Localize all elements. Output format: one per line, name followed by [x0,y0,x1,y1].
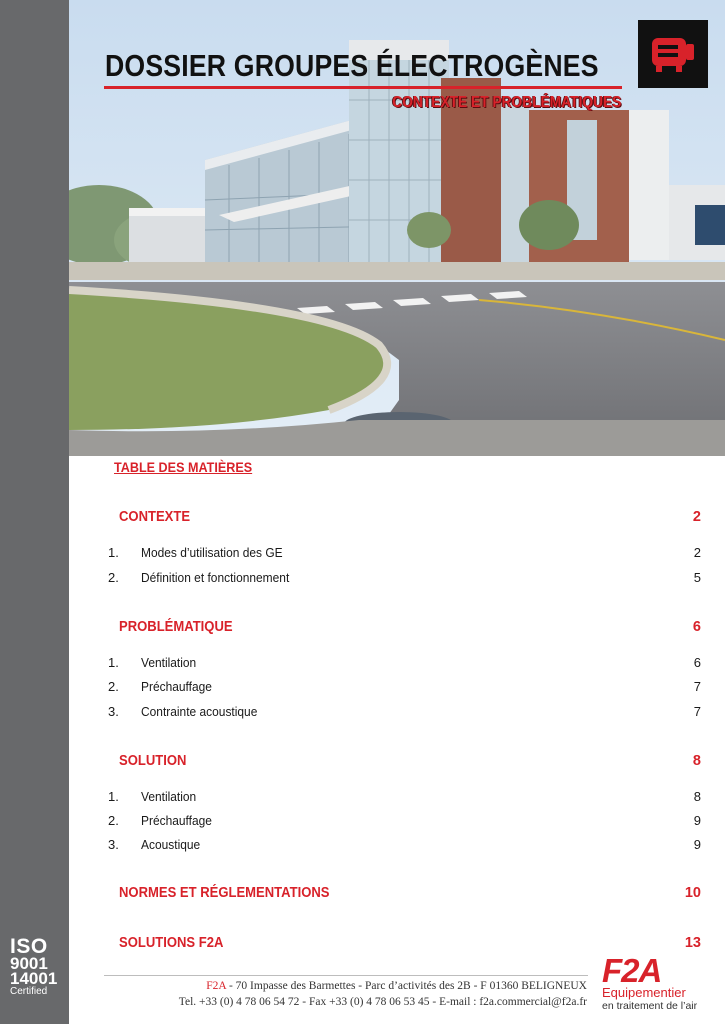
toc-item-title: Modes d’utilisation des GE [141,545,283,560]
toc-item-page: 7 [693,704,701,719]
toc-item-page: 7 [693,679,701,694]
iso-certification-badge [10,937,60,998]
toc-section-solution[interactable] [119,753,701,773]
toc-item-page: 8 [693,789,701,804]
toc-section-problematique[interactable] [119,619,701,639]
toc-item-number: 2. [108,679,119,694]
toc-item-title: Ventilation [141,655,197,670]
toc-section-page: 10 [684,885,701,901]
brand-mark: F2A [602,952,662,989]
toc-item[interactable] [108,655,701,673]
toc-heading: TABLE DES MATIÈRES [114,459,253,475]
document-title: DOSSIER GROUPES ÉLECTROGÈNES [105,48,599,83]
toc-item-page: 9 [693,813,701,828]
generator-icon [638,20,708,88]
toc-item-title: Définition et fonctionnement [141,570,290,585]
toc-item-title: Acoustique [141,837,201,852]
toc-item-title: Contrainte acoustique [141,704,258,719]
title-underline [104,86,622,89]
toc-section-title: NORMES ET RÉGLEMENTATIONS [119,885,330,901]
toc-item-number: 3. [108,704,119,719]
toc-section-title: SOLUTION [119,753,187,769]
toc-item[interactable] [108,704,701,722]
toc-item[interactable] [108,570,701,588]
toc-section-title: PROBLÉMATIQUE [119,619,233,635]
toc-section-title: SOLUTIONS F2A [119,935,224,951]
brand-subtagline: en traitement de l’air [602,1000,698,1012]
footer-company: F2A [206,980,227,992]
footer-address-text: - 70 Impasse des Barmettes - Parc d’activités des 2B - F 01360 BELIGNEUX [226,980,587,992]
toc-item-number: 2. [108,570,119,585]
toc-section-title: CONTEXTE [119,509,191,525]
toc-item-title: Préchauffage [141,679,212,694]
iso-label: ISO [10,935,48,958]
toc-item[interactable] [108,813,701,831]
toc-item-page: 5 [693,570,701,585]
toc-item-page: 2 [693,545,701,560]
iso-9001: 9001 [10,954,48,973]
toc-item-page: 9 [693,837,701,852]
toc-section-page: 6 [692,619,701,635]
toc-section-page: 13 [684,935,701,951]
toc-section-normes[interactable] [119,885,701,905]
toc-item-number: 1. [108,789,119,804]
toc-item-title: Ventilation [141,789,197,804]
footer-contact: Tel. +33 (0) 4 78 06 54 72 - Fax +33 (0) 4 78 06 53 45 - E-mail : f2a.commercial@f2a.fr [178,996,587,1008]
toc-item-number: 2. [108,813,119,828]
toc-item[interactable] [108,837,701,855]
toc-item-number: 1. [108,655,119,670]
iso-14001: 14001 [10,969,58,988]
footer-divider [104,975,588,976]
toc-item[interactable] [108,545,701,563]
toc-item[interactable] [108,679,701,697]
f2a-brand-logo [602,952,702,1012]
footer-address [100,980,587,992]
left-sidebar-band [0,0,69,1024]
toc-section-page: 8 [692,753,701,769]
toc-section-contexte[interactable] [119,509,701,529]
toc-item-number: 1. [108,545,119,560]
toc-item[interactable] [108,789,701,807]
iso-certified: Certified [10,986,48,997]
toc-section-page: 2 [692,509,701,525]
document-subtitle: CONTEXTE ET PROBLÉMATIQUES [391,94,621,111]
toc-item-number: 3. [108,837,119,852]
toc-item-page: 6 [693,655,701,670]
toc-item-title: Préchauffage [141,813,212,828]
brand-tagline: Equipementier [602,985,686,1000]
